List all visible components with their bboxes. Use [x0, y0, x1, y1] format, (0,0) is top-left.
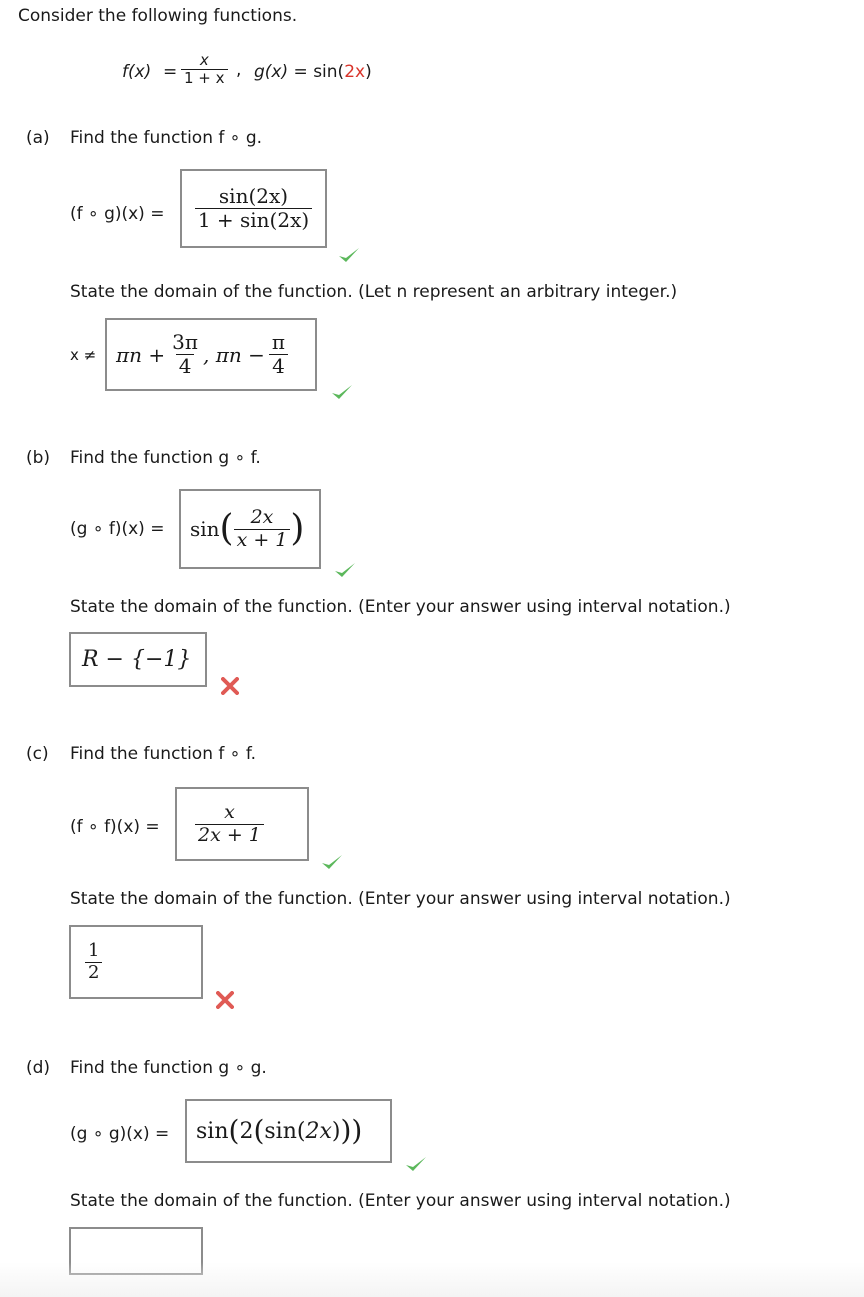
part-a-func-label: (f ∘ g)(x) =	[70, 204, 165, 224]
comma: ,	[236, 60, 242, 80]
part-d-coefficient: 2	[239, 1118, 254, 1144]
part-c-prompt: Find the function f ∘ f.	[70, 744, 256, 764]
part-a-domain-label: x ≠	[70, 346, 97, 364]
part-a-domain-check-icon	[331, 383, 353, 401]
part-c-letter: (c)	[26, 744, 49, 764]
part-b-numerator: 2x	[250, 505, 274, 528]
bottom-fade	[0, 1262, 864, 1297]
part-b-letter: (b)	[26, 448, 51, 468]
g-label: g(x)	[254, 62, 289, 82]
part-b-func-label: (g ∘ f)(x) =	[70, 519, 165, 539]
part-b-denominator: x + 1	[234, 529, 291, 552]
part-b-prompt: Find the function g ∘ f.	[70, 448, 261, 468]
part-d-answer-box[interactable]: sin ( 2 ( sin ( 2x ) ) )	[185, 1099, 392, 1163]
g-argument: 2x	[344, 62, 366, 82]
g-prefix: sin(	[313, 62, 345, 82]
part-a-domain-frac1-num: 3π	[172, 330, 199, 354]
part-b-answer-box[interactable]: sin ( $\frac{2x}{x + 1}$ )	[179, 489, 321, 569]
part-c-numerator: x	[224, 800, 235, 823]
part-b-domain-prompt: State the domain of the function. (Enter your answer using interval notation.)	[70, 597, 731, 617]
part-a-letter: (a)	[26, 128, 50, 148]
part-d-domain-prompt: State the domain of the function. (Enter your answer using interval notation.)	[70, 1191, 731, 1211]
part-a-domain-sep: , πn −	[203, 342, 265, 367]
part-d-argument: 2x	[305, 1118, 332, 1144]
part-d-sin-outer: sin	[196, 1118, 229, 1144]
part-c-answer-box[interactable]	[175, 787, 309, 861]
part-a-domain-frac2-num: π	[271, 330, 286, 354]
f-denominator: 1 + x	[181, 69, 228, 87]
part-a-numerator: sin(2x)	[218, 184, 289, 208]
part-a-answer-box[interactable]	[180, 169, 327, 248]
part-a-domain-term1: πn +	[116, 342, 166, 367]
part-c-domain-num: 1	[88, 939, 100, 961]
part-a-denominator: 1 + sin(2x)	[195, 208, 312, 232]
part-d-prompt: Find the function g ∘ g.	[70, 1058, 267, 1078]
part-a-domain-prompt: State the domain of the function. (Let n represent an arbitrary integer.)	[70, 282, 678, 302]
part-c-domain-box[interactable]	[69, 925, 203, 999]
part-c-domain-den: 2	[85, 962, 102, 984]
part-c-func-check-icon	[321, 853, 343, 871]
part-d-sin-inner: sin	[264, 1118, 297, 1144]
part-a-domain-frac1-den: 4	[176, 354, 195, 378]
part-b-domain-box[interactable]	[69, 632, 207, 687]
part-a-func-check-icon	[338, 246, 360, 264]
part-b-domain-cross-icon	[221, 677, 239, 695]
g-suffix: )	[365, 62, 372, 82]
part-b-domain-answer: R − {−1}	[82, 647, 192, 672]
part-a-domain-box[interactable]	[105, 318, 317, 391]
f-numerator: x	[199, 51, 209, 69]
part-a-prompt: Find the function f ∘ g.	[70, 128, 263, 148]
part-d-func-label: (g ∘ g)(x) =	[70, 1124, 170, 1144]
f-label: f(x)	[122, 62, 152, 82]
part-c-func-label: (f ∘ f)(x) =	[70, 817, 160, 837]
intro-text: Consider the following functions.	[18, 6, 298, 26]
part-b-answer-fn: sin	[190, 517, 220, 541]
part-c-denominator: 2x + 1	[195, 824, 264, 847]
part-c-domain-prompt: State the domain of the function. (Enter your answer using interval notation.)	[70, 889, 731, 909]
equals-sign: =	[163, 62, 178, 82]
part-d-func-check-icon	[405, 1155, 427, 1173]
part-d-letter: (d)	[26, 1058, 51, 1078]
f-definition	[181, 52, 228, 88]
part-c-domain-cross-icon	[216, 991, 234, 1009]
part-a-domain-frac2-den: 4	[269, 354, 288, 378]
part-b-func-check-icon	[334, 561, 356, 579]
g-definition: g(x) = sin(2x)	[254, 62, 372, 82]
